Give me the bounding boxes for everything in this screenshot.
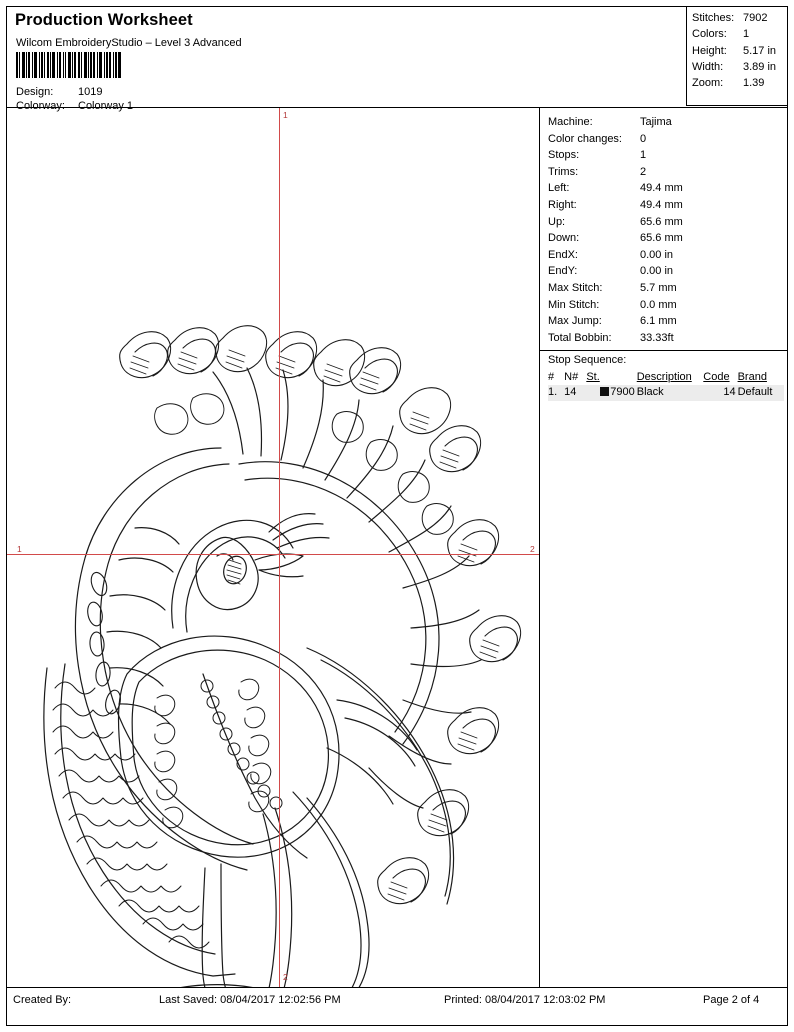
cell-brand: Default [738, 385, 784, 401]
cell-code: 14 [703, 385, 737, 401]
col-header-code: Code [703, 370, 730, 383]
stat-row-stitches [692, 10, 787, 26]
machine-info-list [548, 114, 784, 346]
stat-label-height: Height: [692, 44, 727, 57]
info-row-stops [548, 147, 784, 164]
col-header-index: # [548, 370, 555, 383]
info-row-endy [548, 263, 784, 280]
info-label-max-jump: Max Jump: [548, 315, 602, 328]
stop-sequence-divider [540, 350, 788, 351]
info-row-trims [548, 164, 784, 181]
guide-label-bottom: 2 [283, 972, 288, 982]
design-stats-box [686, 7, 787, 106]
vertical-guide-line [279, 108, 280, 987]
info-label-trims: Trims: [548, 165, 579, 178]
barcode [16, 52, 134, 78]
cell-stitches [586, 385, 636, 401]
guide-label-left: 1 [17, 544, 22, 554]
info-label-stops: Stops: [548, 149, 580, 162]
info-value-up: 65.6 mm [640, 215, 683, 228]
col-header-description: Description [636, 370, 692, 383]
footer [7, 987, 787, 1026]
header [7, 7, 787, 112]
design-row [16, 85, 133, 99]
col-header-brand: Brand [737, 370, 767, 383]
info-value-down: 65.6 mm [640, 232, 683, 245]
info-value-right: 49.4 mm [640, 198, 683, 211]
content-area [7, 107, 787, 987]
cell-stitches-value: 7900 [610, 386, 635, 398]
col-header-needle: N# [564, 370, 579, 383]
info-value-stops: 1 [640, 149, 647, 162]
info-value-total-bobbin: 33.33ft [640, 331, 674, 344]
info-label-up: Up: [548, 215, 566, 228]
info-row-total-bobbin [548, 330, 784, 347]
info-row-max-jump [548, 313, 784, 330]
info-label-right: Right: [548, 198, 577, 211]
info-row-max-stitch [548, 280, 784, 297]
design-preview-pane [7, 108, 539, 987]
info-row-machine [548, 114, 784, 131]
machine-info-pane [539, 108, 787, 987]
info-value-min-stitch: 0.0 mm [640, 298, 677, 311]
stat-row-height [692, 43, 787, 59]
stat-label-colors: Colors: [692, 28, 727, 41]
stat-value-zoom: 1.39 [743, 77, 765, 90]
info-label-color-changes: Color changes: [548, 132, 622, 145]
info-row-right [548, 197, 784, 214]
info-row-min-stitch [548, 297, 784, 314]
info-label-down: Down: [548, 232, 580, 245]
horizontal-guide-line [7, 554, 539, 555]
color-swatch-icon [600, 387, 609, 396]
table-header-row [548, 370, 784, 386]
footer-page-number: Page 2 of 4 [703, 994, 760, 1006]
info-value-endy: 0.00 in [640, 265, 674, 278]
info-row-down [548, 230, 784, 247]
stat-row-colors [692, 26, 787, 42]
info-label-endy: EndY: [548, 265, 578, 278]
table-row[interactable] [548, 385, 784, 401]
info-value-color-changes: 0 [640, 132, 647, 145]
info-label-left: Left: [548, 182, 570, 195]
design-label: Design: [16, 86, 54, 98]
info-value-endx: 0.00 in [640, 248, 674, 261]
stat-label-stitches: Stitches: [692, 12, 735, 24]
info-value-left: 49.4 mm [640, 182, 683, 195]
cell-description: Black [637, 385, 704, 401]
colorway-value: Colorway 1 [78, 100, 134, 112]
info-label-total-bobbin: Total Bobbin: [548, 331, 612, 344]
guide-label-top: 1 [283, 110, 288, 120]
stat-value-height: 5.17 in [743, 44, 777, 57]
colorway-label: Colorway: [16, 100, 65, 112]
guide-label-right: 2 [530, 544, 535, 554]
stat-value-stitches: 7902 [743, 12, 768, 24]
info-row-endx [548, 247, 784, 264]
info-row-color-changes [548, 131, 784, 148]
stop-sequence-caption: Stop Sequence: [548, 354, 627, 366]
stat-value-colors: 1 [743, 28, 750, 41]
footer-printed: Printed: 08/04/2017 12:03:02 PM [444, 994, 606, 1006]
stop-sequence-section [548, 353, 786, 401]
info-row-up [548, 214, 784, 231]
stat-value-width: 3.89 in [743, 60, 777, 73]
info-value-max-jump: 6.1 mm [640, 315, 677, 328]
stop-sequence-table [548, 370, 784, 401]
info-value-trims: 2 [640, 165, 647, 178]
info-row-left [548, 180, 784, 197]
embroidery-artwork [7, 108, 539, 987]
stat-label-zoom: Zoom: [692, 77, 724, 90]
info-value-max-stitch: 5.7 mm [640, 281, 677, 294]
info-label-endx: EndX: [548, 248, 578, 261]
info-label-max-stitch: Max Stitch: [548, 281, 603, 294]
design-value: 1019 [78, 86, 103, 98]
stat-row-zoom [692, 75, 787, 91]
stat-label-width: Width: [692, 60, 724, 73]
cell-index: 1. [548, 385, 564, 401]
info-label-machine: Machine: [548, 116, 593, 128]
info-label-min-stitch: Min Stitch: [548, 298, 600, 311]
col-header-stitches: St. [586, 370, 600, 383]
footer-created-by: Created By: [13, 994, 72, 1006]
page-title: Production Worksheet [15, 11, 193, 29]
info-value-machine: Tajima [640, 116, 672, 128]
cell-needle: 14 [564, 385, 586, 401]
app-subtitle: Wilcom EmbroideryStudio – Level 3 Advanced [16, 37, 242, 49]
stat-row-width [692, 59, 787, 75]
footer-last-saved: Last Saved: 08/04/2017 12:02:56 PM [159, 994, 341, 1006]
